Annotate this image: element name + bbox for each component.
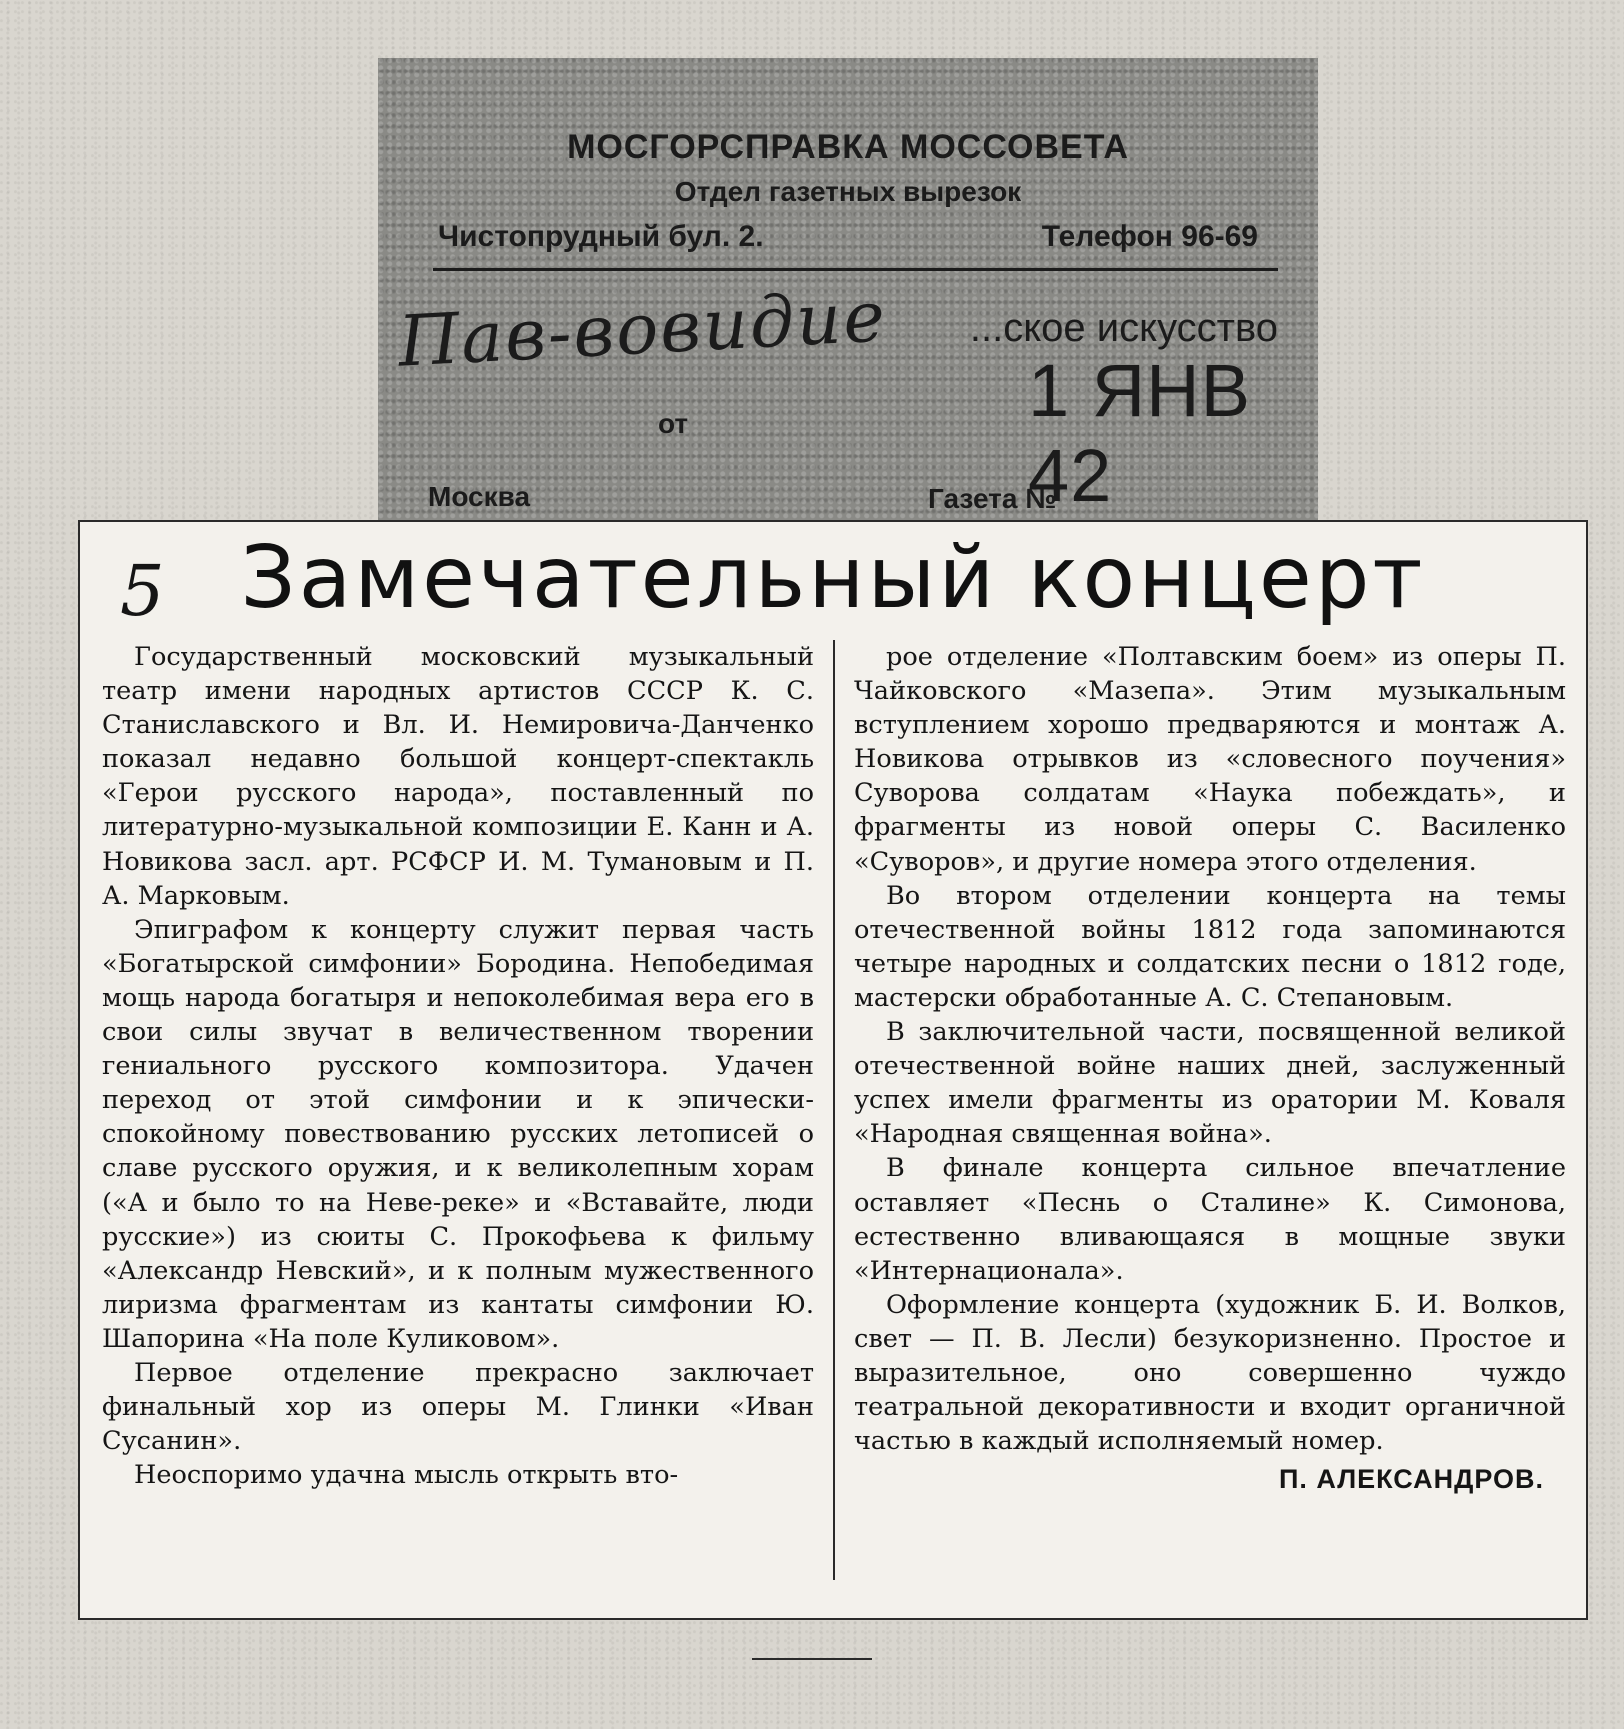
- stamp-address: Чистопрудный бул. 2.: [438, 220, 764, 253]
- stamp-handwritten-name: Пав-вовидие: [396, 275, 889, 383]
- stamp-issue-label: Газета №: [928, 483, 1057, 514]
- left-column: [102, 640, 814, 1580]
- paragraph: Оформление концерта (художник Б. И. Волков, свет — П. В. Лесли) безукоризненно. Простое и выразительное, оно совершенно чуждо театральной декоративности и входит органичной частью в каждый исполняемый номер.: [854, 1289, 1566, 1457]
- paragraph: В финале концерта сильное впечатление оставляет «Песнь о Сталине» К. Симонова, естественно вливающаяся в мощные звуки «Интернационала».: [854, 1153, 1566, 1286]
- column-divider: [833, 640, 835, 1580]
- stamp-newspaper-name: ...ское искусство: [969, 306, 1278, 350]
- right-column: [854, 640, 1566, 1580]
- paragraph: Первое отделение прекрасно заключает финальный хор из оперы М. Глинки «Иван Сусанин».: [102, 1357, 814, 1457]
- article-headline: Замечательный концерт: [240, 528, 1426, 628]
- stamp-phone: Телефон 96-69: [1041, 220, 1258, 253]
- article-clipping: [78, 520, 1588, 1620]
- stamp-organization: МОСГОРСПРАВКА МОССОВЕТА: [567, 128, 1129, 166]
- article-columns: [102, 640, 1566, 1580]
- paragraph: Неоспоримо удачна мысль открыть вто-: [134, 1460, 679, 1491]
- stamp-department: Отдел газетных вырезок: [674, 176, 1022, 207]
- clipping-stamp: [378, 58, 1318, 528]
- paragraph: Во втором отделении концерта на темы отечественной войны 1812 года запоминаются четыре народных и солдатских песни о 1812 годе, мастерски обработанные А. С. Степановым.: [854, 880, 1566, 1013]
- stamp-city: Москва: [428, 481, 531, 512]
- stamp-date: 1 ЯНВ 42: [1028, 349, 1251, 517]
- bottom-divider: [752, 1658, 872, 1660]
- paragraph: Государственный московский музыкальный театр имени народных артистов СССР К. С. Станиславского и Вл. И. Немировича-Данченко показал недавно большой концерт-спектакль «Герои русского народа», поставленный по литературно-музыкальной композиции Е. Канн и А. Новикова засл. арт. РСФСР И. М. Тумановым и П. А. Марковым.: [102, 642, 814, 911]
- paragraph: В заключительной части, посвященной великой отечественной войне наших дней, заслуженный успех имели фрагменты из оратории М. Коваля «Народная священная война».: [854, 1017, 1566, 1150]
- paragraph: Эпиграфом к концерту служит первая часть «Богатырской симфонии» Бородина. Непобедимая мощь народа богатыря и непоколебимая вера его в свои силы звучат в величественном творении гениального русского композитора. Удачен переход от этой симфонии и к эпически-спокойному повествованию русских летописей о славе русского оружия, и к великолепным хорам («А и было то на Неве-реке» и «Вставайте, люди русские») из сюиты С. Прокофьева к фильму «Александр Невский», и к полным мужественного лиризма фрагментам из кантаты симфонии Ю. Шапорина «На поле Куликовом».: [102, 914, 814, 1354]
- paragraph: рое отделение «Полтавским боем» из оперы П. Чайковского «Мазепа». Этим музыкальным вступлением хорошо предваряются и монтаж А. Новикова отрывков из «словесного поучения» Суворова солдатам «Наука побеждать», и фрагменты из новой оперы С. Василенко «Суворов», и другие номера этого отделения.: [854, 642, 1566, 877]
- author-signature: П. АЛЕКСАНДРОВ.: [1278, 1464, 1544, 1495]
- handwritten-margin-mark: 5: [120, 550, 165, 632]
- stamp-date-label: от: [658, 408, 689, 439]
- stamp-divider: [433, 268, 1278, 271]
